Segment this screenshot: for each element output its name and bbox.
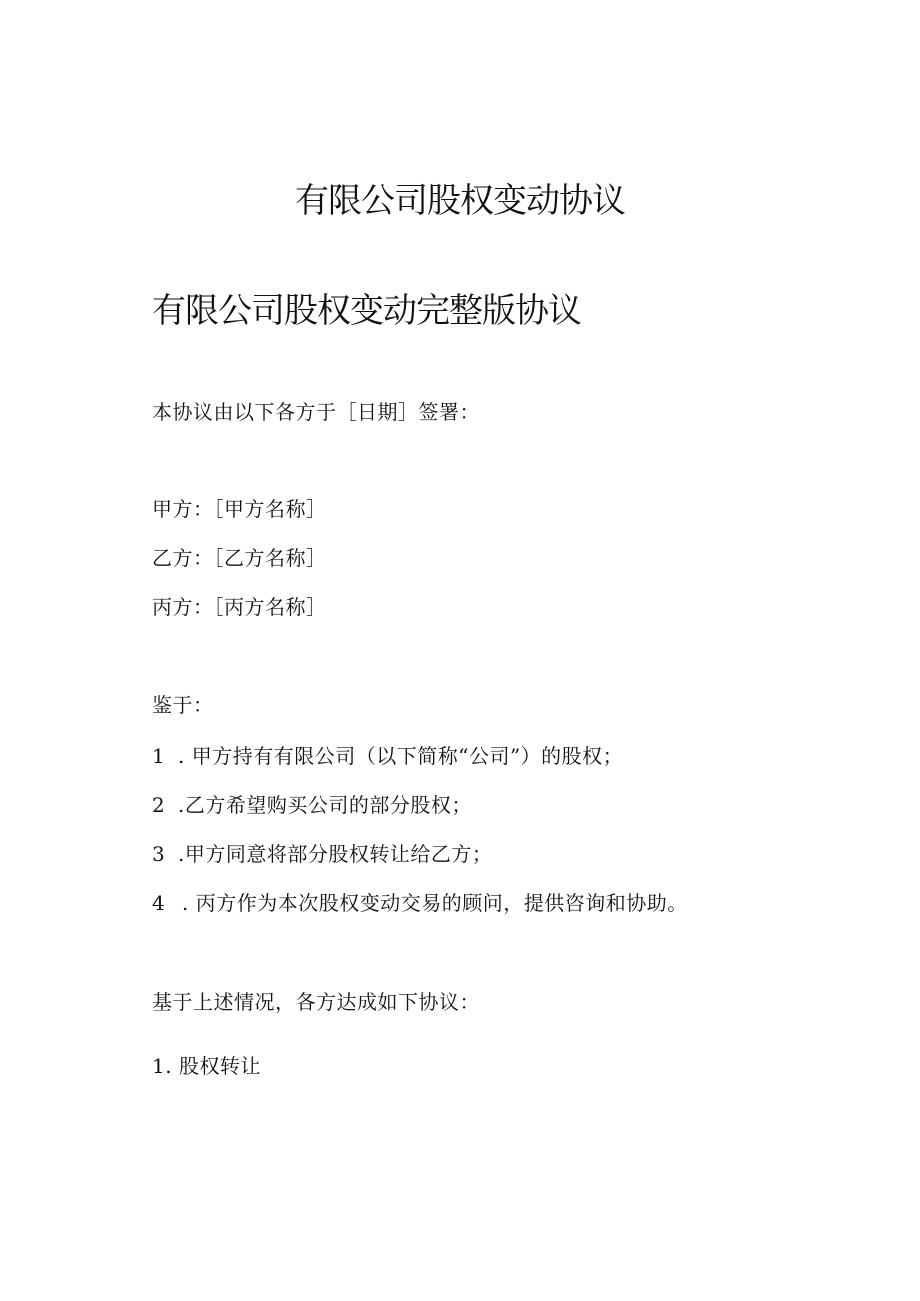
document-title: 有限公司股权变动协议 [295, 181, 625, 221]
whereas-item-number: 3 [152, 842, 166, 866]
whereas-item [152, 741, 623, 771]
whereas-item-number: 4 [152, 891, 166, 915]
whereas-item-text: .甲方同意将部分股权转让给乙方； [178, 842, 493, 866]
section-heading-share-transfer: 1. 股权转让 [152, 1054, 261, 1078]
document-subtitle: 有限公司股权变动完整版协议 [152, 291, 581, 331]
whereas-item-number: 1 [152, 744, 166, 768]
party-a: 甲方：［甲方名称］ [152, 497, 327, 521]
whereas-heading: 鉴于： [152, 693, 214, 717]
whereas-item-text: . 丙方作为本次股权变动交易的顾问，提供咨询和协助。 [182, 891, 688, 915]
agreement-lead: 基于上述情况，各方达成如下协议： [152, 990, 480, 1014]
whereas-item [152, 888, 688, 918]
whereas-item [152, 839, 492, 869]
intro-paragraph: 本协议由以下各方于［日期］签署： [152, 400, 480, 424]
party-b: 乙方：［乙方名称］ [152, 546, 327, 570]
whereas-item-text: . 甲方持有有限公司（以下简称“公司”）的股权； [178, 744, 624, 768]
whereas-item [152, 790, 472, 820]
whereas-item-number: 2 [152, 793, 166, 817]
whereas-item-text: .乙方希望购买公司的部分股权； [178, 793, 472, 817]
party-c: 丙方：［丙方名称］ [152, 595, 327, 619]
